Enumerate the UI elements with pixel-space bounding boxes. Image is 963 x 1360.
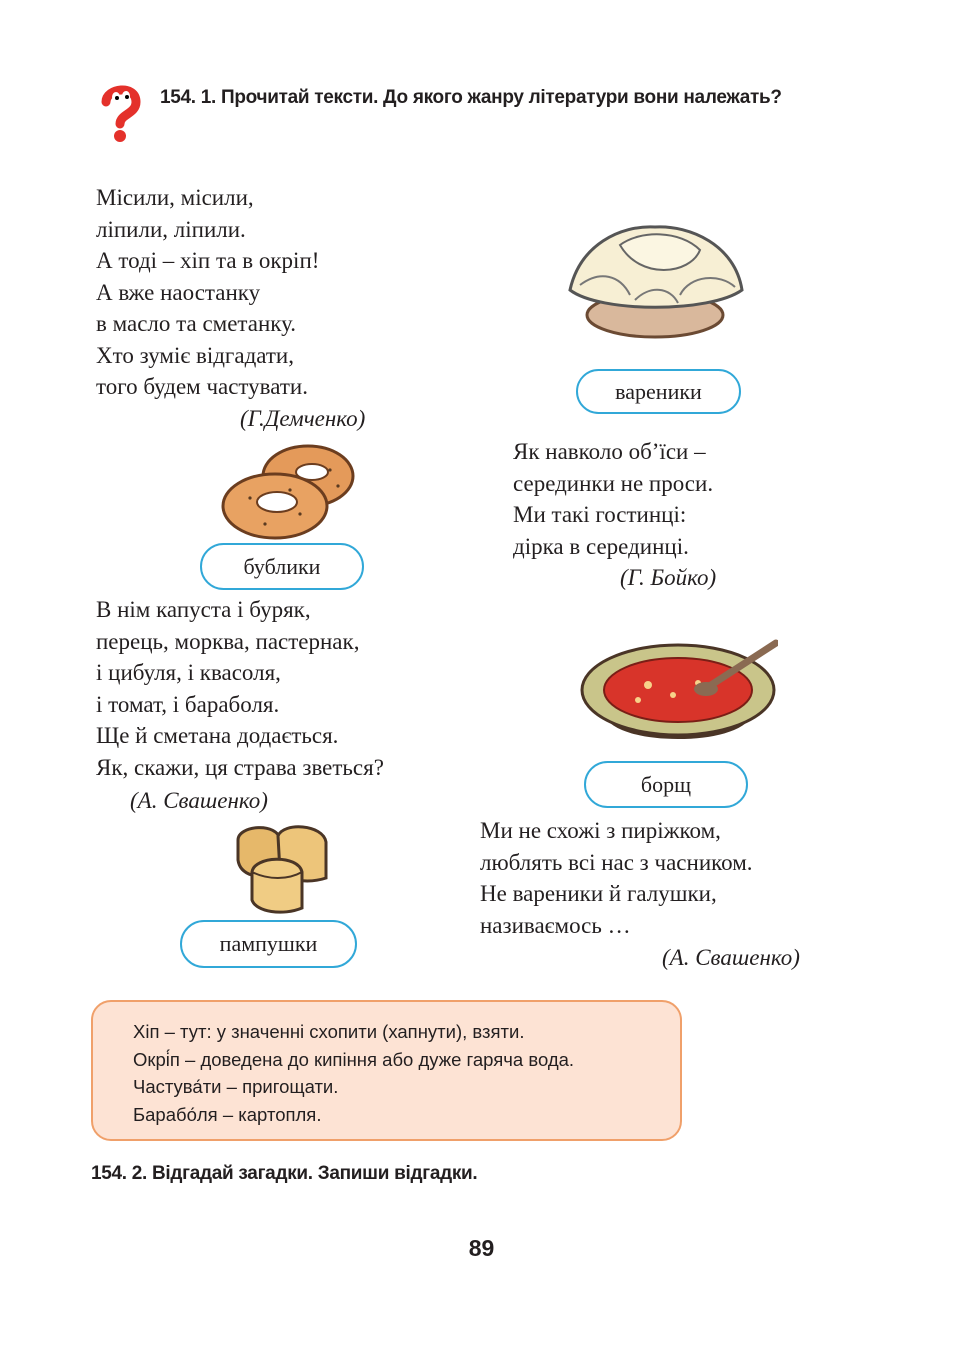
answer-label-pampushky: пампушки (180, 920, 357, 968)
answer-label-borshch: борщ (584, 761, 748, 808)
riddle-2-author: (Г. Бойко) (620, 565, 717, 590)
task1-heading: 154. 1. Прочитай тексти. До якого жанру літератури вони належать? (160, 87, 782, 108)
answer-label-bubliky: бублики (200, 543, 364, 590)
glossary-entry: Окрі́п – доведена до кипіння або дуже гаряча вода. (133, 1048, 575, 1070)
varenyky-image (560, 205, 750, 345)
page-number: 89 (468, 1235, 495, 1261)
riddle-2-text: Як навколо об’їси – серединки не проси. Ми такі гостинці: дірка в серединці. (513, 439, 714, 559)
riddle-4-text: Ми не схожі з пиріжком, люблять всі нас з часником. Не вареники й галушки, називаємось … (480, 818, 753, 938)
bubliky-image (220, 440, 360, 542)
riddle-4-author: (А. Свашенко) (662, 945, 800, 970)
riddle-3-text: В нім капуста і буряк, перець, морква, пастернак, і цибуля, і квасоля, і томат, і бараболя. Ще й сметана додається. Як, скажи, ця страва зветься? (96, 597, 384, 780)
glossary-entry: Барабо́ля – картопля. (133, 1103, 322, 1125)
riddle-1-text: Місили, місили, ліпили, ліпили. А тоді – хіп та в окріп! А вже наостанку в масло та сметанку. Хто зуміє відгадати, того будем частувати. (96, 185, 320, 399)
riddle-3-author: (А. Свашенко) (130, 788, 268, 813)
answer-label-varenyky: вареники (576, 369, 741, 414)
glossary-entry: Хіп – тут: у значенні схопити (хапнути), взяти. (133, 1021, 525, 1042)
glossary-entry: Частува́ти – пригощати. (133, 1076, 339, 1097)
task2-heading: 154. 2. Відгадай загадки. Запиши відгадки. (91, 1163, 478, 1184)
borshch-image (578, 635, 778, 750)
question-mark-icon (96, 80, 144, 144)
pampushky-image (228, 820, 338, 920)
glossary-box (91, 1000, 682, 1141)
riddle-1-author: (Г.Демченко) (240, 406, 366, 431)
